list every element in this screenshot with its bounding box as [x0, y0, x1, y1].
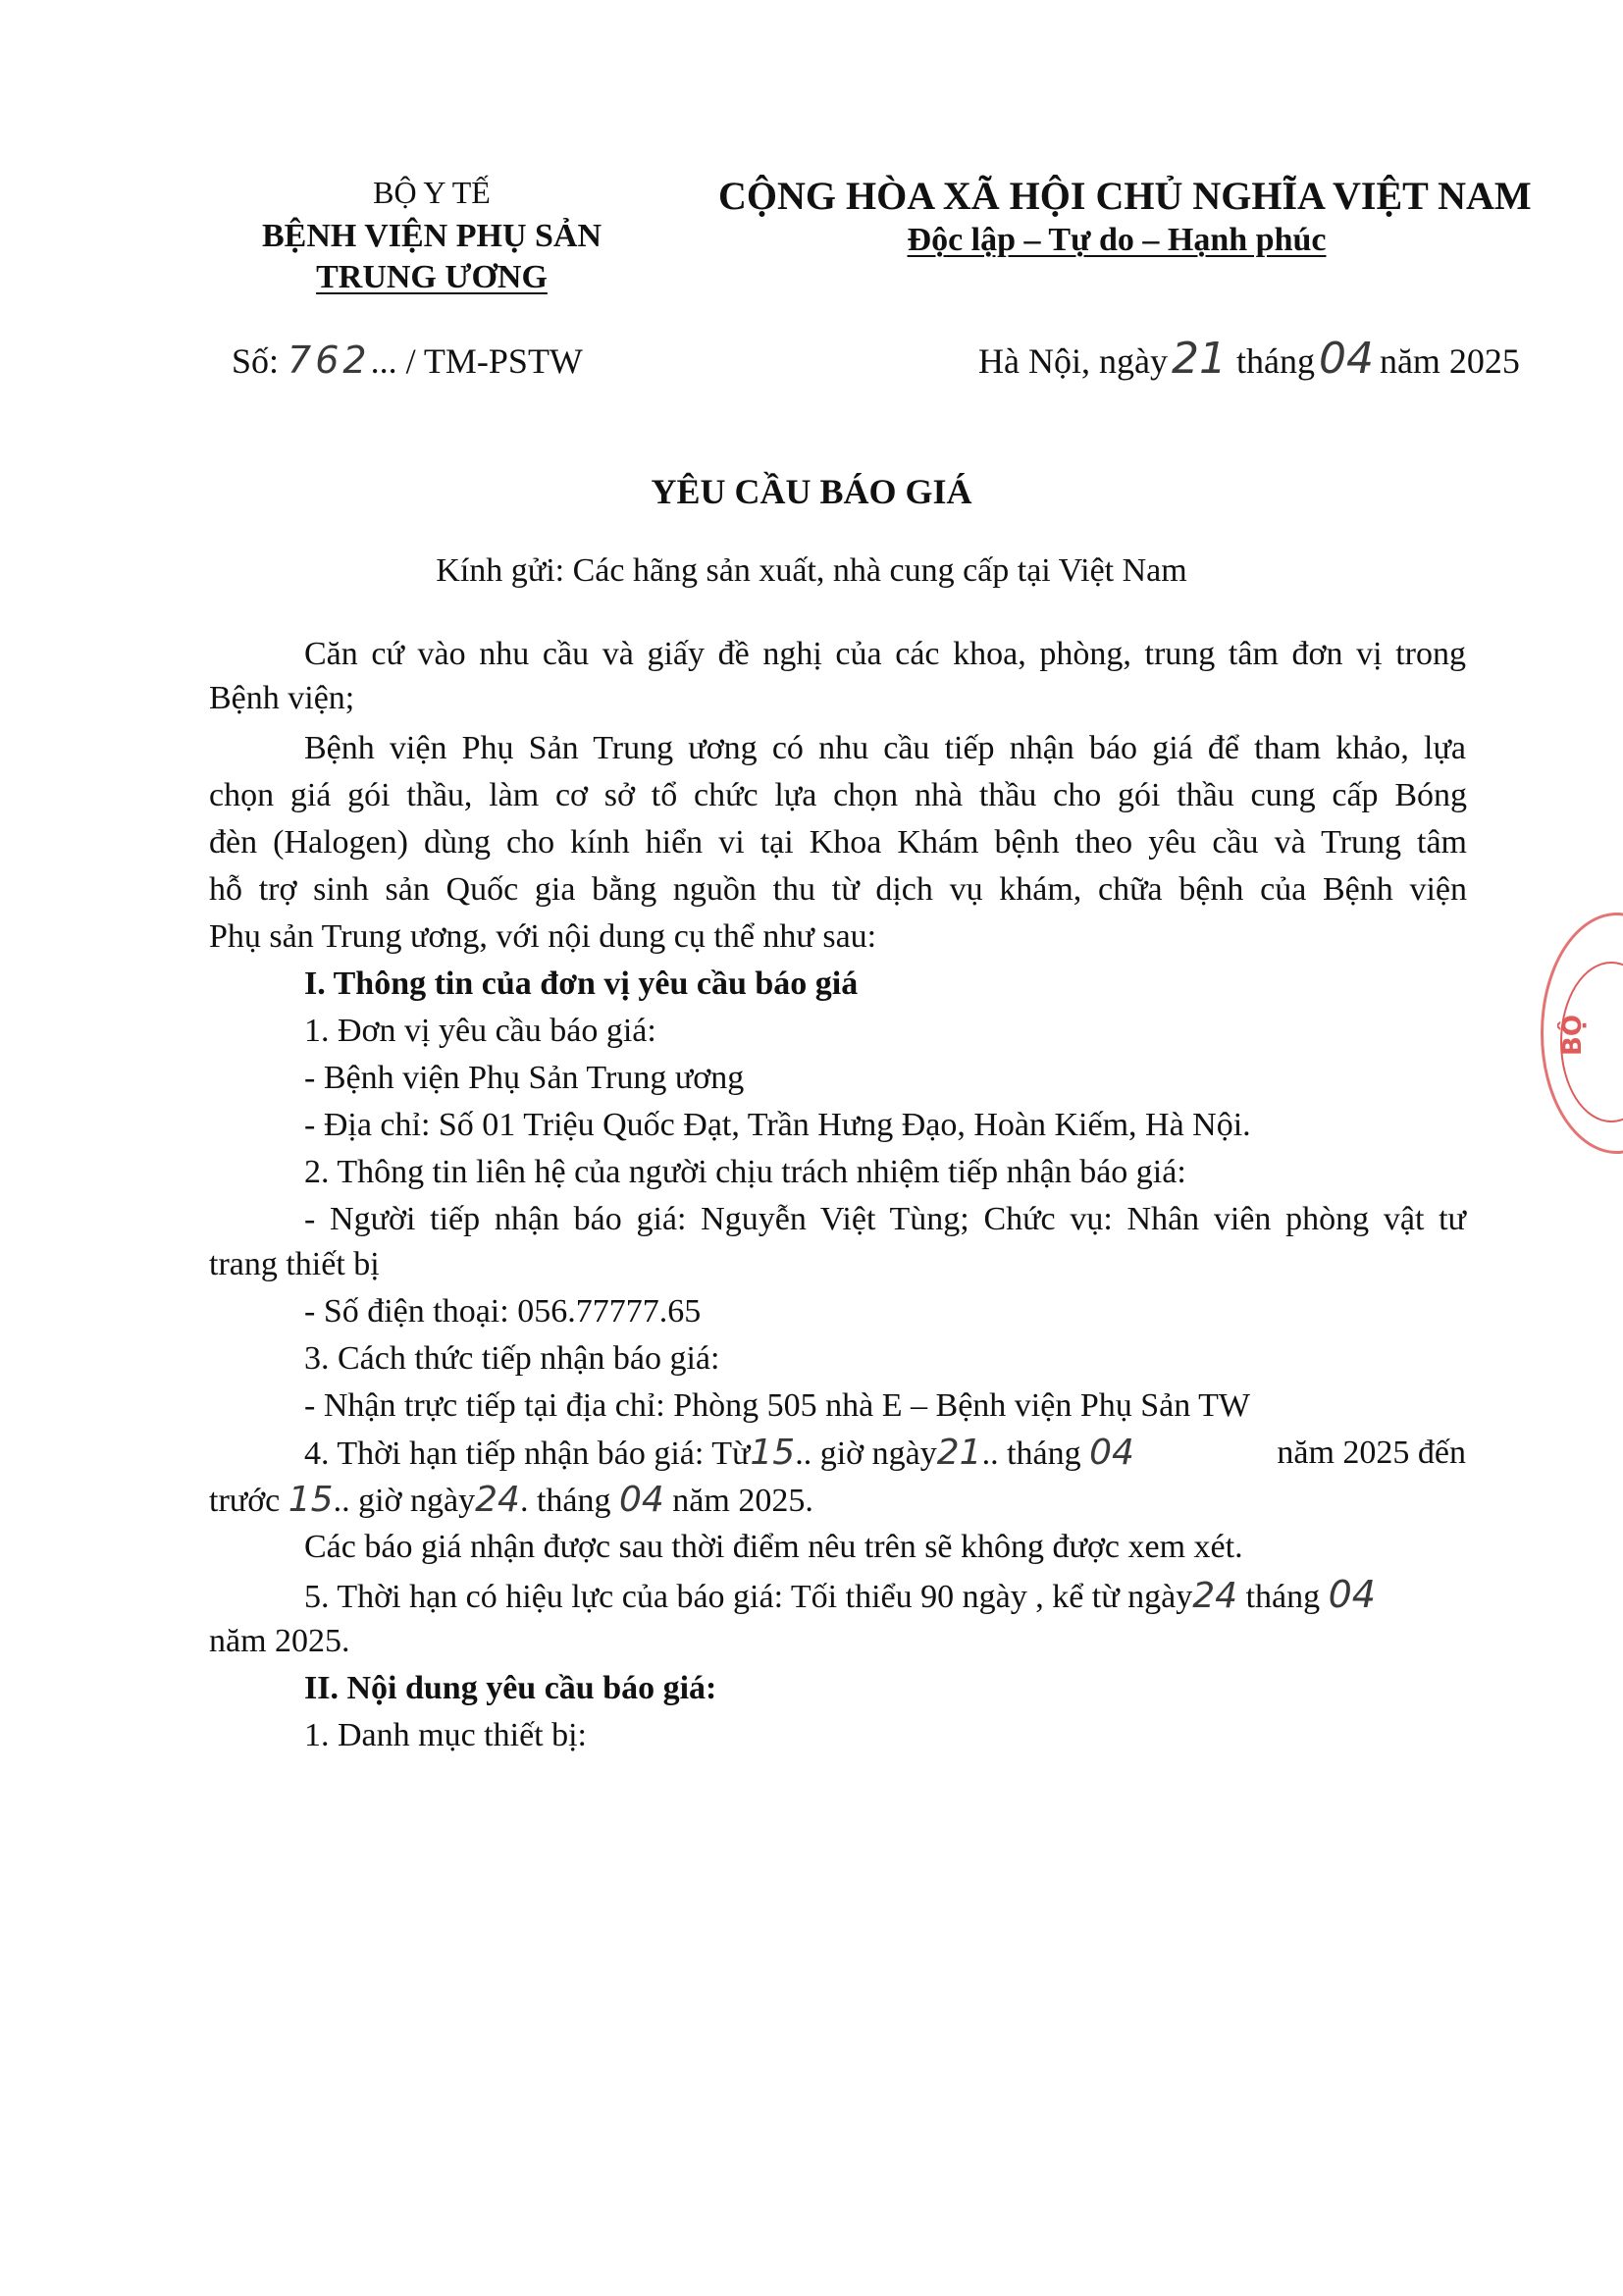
- deadline-hour-start: 15: [750, 1433, 796, 1473]
- deadline-text-d: năm 2025 đến: [1277, 1435, 1466, 1471]
- intro-p2-line4: hỗ trợ sinh sản Quốc gia bằng nguồn thu từ dịch vụ khám, chữa bệnh của Bệnh viện: [209, 871, 1467, 908]
- date-day: 21: [1171, 334, 1227, 384]
- doc-no-handwritten: 762: [288, 339, 371, 382]
- receiving-method: - Nhận trực tiếp tại địa chỉ: Phòng 505 nhà E – Bệnh viện Phụ Sản TW: [304, 1387, 1250, 1424]
- date-month: 04: [1318, 334, 1374, 384]
- intro-p2-line1: Bệnh viện Phụ Sản Trung ương có nhu cầu tiếp nhận báo giá để tham khảo, lựa: [304, 730, 1466, 766]
- intro-p1-line2: Bệnh viện;: [209, 680, 355, 716]
- intro-p2-line5: Phụ sản Trung ương, với nội dung cụ thể như sau:: [209, 918, 877, 955]
- motto-wrap: [718, 222, 1515, 259]
- doc-no-prefix: Số:: [232, 341, 280, 381]
- doc-no-suffix: ... / TM-PSTW: [370, 341, 583, 381]
- date-year: năm 2025: [1379, 341, 1520, 381]
- deadline-month-start: 04: [1089, 1433, 1134, 1473]
- date-month-word: tháng: [1235, 341, 1315, 381]
- motto: Độc lập – Tự do – Hạnh phúc: [907, 222, 1327, 258]
- late-submission-note: Các báo giá nhận được sau thời điểm nêu trên sẽ không được xem xét.: [304, 1529, 1243, 1565]
- section1-item4-line1: [304, 1434, 1466, 1474]
- section1-heading: I. Thông tin của đơn vị yêu cầu báo giá: [304, 965, 859, 1002]
- deadline-month-end: 04: [618, 1480, 664, 1520]
- section1-item5-line1: 5. Thời hạn có hiệu lực của báo giá: Tối thiểu 90 ngày , kể từ ngày24 tháng 04: [304, 1573, 1376, 1616]
- section2-item1: 1. Danh mục thiết bị:: [304, 1717, 588, 1753]
- hospital-name-line2-wrap: [206, 259, 657, 296]
- country-name: CỘNG HÒA XÃ HỘI CHỦ NGHĨA VIỆT NAM: [718, 174, 1532, 218]
- intro-p2-line3: đèn (Halogen) dùng cho kính hiển vi tại Khoa Khám bệnh theo yêu cầu và Trung tâm: [209, 824, 1467, 861]
- contact-person-line2: trang thiết bị: [209, 1246, 380, 1282]
- hospital-name-line2: TRUNG ƯƠNG: [316, 259, 548, 295]
- section1-item2: 2. Thông tin liên hệ của người chịu trách nhiệm tiếp nhận báo giá:: [304, 1154, 1186, 1190]
- hospital-name-line1: BỆNH VIỆN PHỤ SẢN: [261, 218, 602, 254]
- contact-phone: - Số điện thoại: 056.77777.65: [304, 1293, 702, 1330]
- document-title: YÊU CẦU BÁO GIÁ: [651, 472, 972, 511]
- section1-item1: 1. Đơn vị yêu cầu báo giá:: [304, 1013, 656, 1049]
- document-number: [232, 339, 583, 382]
- requesting-unit: - Bệnh viện Phụ Sản Trung ương: [304, 1060, 745, 1096]
- validity-month: 04: [1328, 1573, 1376, 1616]
- unit-address: - Địa chỉ: Số 01 Triệu Quốc Đạt, Trần Hưng Đạo, Hoàn Kiếm, Hà Nội.: [304, 1107, 1251, 1143]
- deadline-day-start: 21: [936, 1433, 982, 1473]
- contact-person-line1: - Người tiếp nhận báo giá: Nguyễn Việt Tùng; Chức vụ: Nhân viên phòng vật tư: [304, 1201, 1466, 1237]
- intro-p2-line2: chọn giá gói thầu, làm cơ sở tổ chức lựa chọn nhà thầu cho gói thầu cung cấp Bóng: [209, 777, 1467, 813]
- recipient-line: Kính gửi: Các hãng sản xuất, nhà cung cấp tại Việt Nam: [436, 552, 1187, 589]
- deadline-day-end: 24: [475, 1480, 520, 1520]
- section2-heading: II. Nội dung yêu cầu báo giá:: [304, 1670, 717, 1706]
- deadline-hour-end: 15: [288, 1480, 334, 1520]
- date-prefix: Hà Nội, ngày: [978, 341, 1168, 381]
- validity-day: 24: [1192, 1576, 1238, 1616]
- document-date: [978, 334, 1520, 384]
- ministry-name: BỘ Y TẾ: [373, 175, 491, 210]
- intro-p1-line1: Căn cứ vào nhu cầu và giấy đề nghị của các khoa, phòng, trung tâm đơn vị trong: [304, 636, 1466, 672]
- section1-item5-line2: năm 2025.: [209, 1623, 350, 1659]
- section1-item4-line2: trước 15.. giờ ngày24. tháng 04 năm 2025.: [209, 1480, 813, 1520]
- stamp-text: BỘ: [1557, 1015, 1588, 1056]
- section1-item3: 3. Cách thức tiếp nhận báo giá:: [304, 1340, 720, 1377]
- deadline-text-a: 4. Thời hạn tiếp nhận báo giá: Từ15.. giờ ngày21.. tháng 04: [304, 1433, 1134, 1473]
